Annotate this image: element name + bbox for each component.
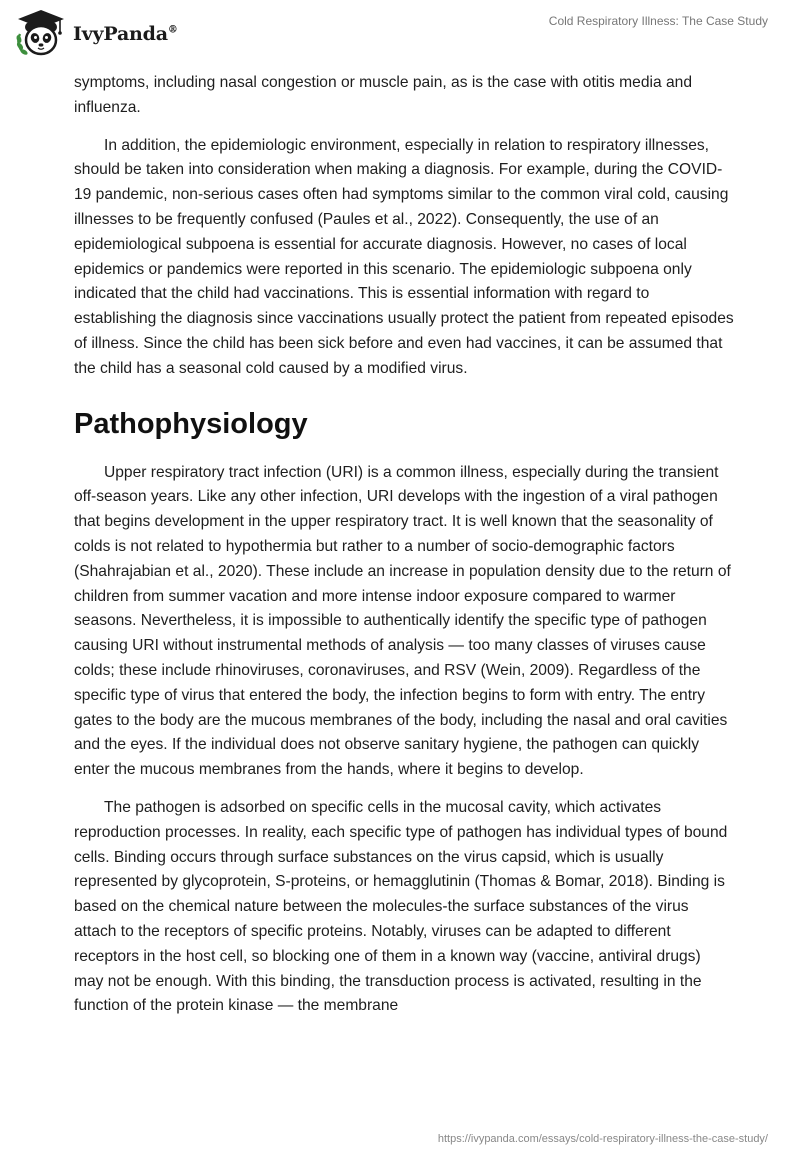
document-title: Cold Respiratory Illness: The Case Study <box>548 14 768 28</box>
brand-logo[interactable] <box>14 8 178 58</box>
essay-content <box>74 71 734 1032</box>
brand-name: IvyPanda® <box>73 23 178 45</box>
paragraph-continued: symptoms, including nasal congestion or muscle pain, as is the case with otitis media and influenza. <box>74 74 692 116</box>
panda-graduate-icon <box>14 8 68 58</box>
paragraph-uri: Upper respiratory tract infection (URI) is a common illness, especially during the transient off-season years. Like any other infection, URI develops with the ingestion of a viral pathogen that begins development in the upper respiratory tract. It is well known that the seasonality of colds is not related to hypothermia but rather to a number of socio-demographic factors (Shahrajabian et al., 2020). These include an increase in population density due to the return of children from summer vacation and more intense indoor exposure compared to warmer seasons. Nevertheless, it is impossible to authentically identify the specific type of pathogen causing URI without instrumental methods of analysis — too many classes of viruses cause colds; these include rhinoviruses, coronaviruses, and RSV (Wein, 2009). Regardless of the specific type of virus that entered the body, the infection begins to form with entry. The entry gates to the body are the mucous membranes of the body, including the nasal and oral cavities and the eyes. If the individual does not observe sanitary hygiene, the pathogen can quickly enter the mucous membranes from the hands, where it begins to develop. <box>74 463 731 779</box>
paragraph-epidemiologic: In addition, the epidemiologic environment, especially in relation to respiratory illnesses, should be taken into consideration when making a diagnosis. For example, during the COVID-19 pandemic, non-serious cases often had symptoms similar to the common viral cold, causing illnesses to be frequently confused (Paules et al., 2022). Consequently, the use of an epidemiological subpoena is essential for accurate diagnosis. However, no cases of local epidemics or pandemics were reported in this scenario. The epidemiologic subpoena only indicated that the child had vaccinations. This is essential information with regard to establishing the diagnosis since vaccinations usually protect the patient from repeated episodes of illness. Since the child has been sick before and even had vaccines, it can be assumed that the child has a seasonal cold caused by a modified virus. <box>74 136 734 377</box>
footer-url[interactable]: https://ivypanda.com/essays/cold-respiratory-illness-the-case-study/ <box>437 1133 768 1145</box>
paragraph-pathogen-binding: The pathogen is adsorbed on specific cells in the mucosal cavity, which activates reproduction processes. In reality, each specific type of pathogen has individual types of bound cells. Binding occurs through surface substances on the virus capsid, which is usually represented by glycoprotein, S-proteins, or hemagglutinin (Thomas & Bomar, 2018). Binding is based on the chemical nature between the molecules-the surface substances of the virus attach to the receptors of specific proteins. Notably, viruses can be adapted to different receptors in the host cell, so blocking one of them in a known way (vaccine, antiviral drugs) may not be enough. With this binding, the transduction process is activated, resulting in the function of the protein kinase — the membrane <box>74 798 728 1015</box>
page-header <box>0 0 800 66</box>
section-heading-pathophysiology: Pathophysiology <box>74 407 308 440</box>
